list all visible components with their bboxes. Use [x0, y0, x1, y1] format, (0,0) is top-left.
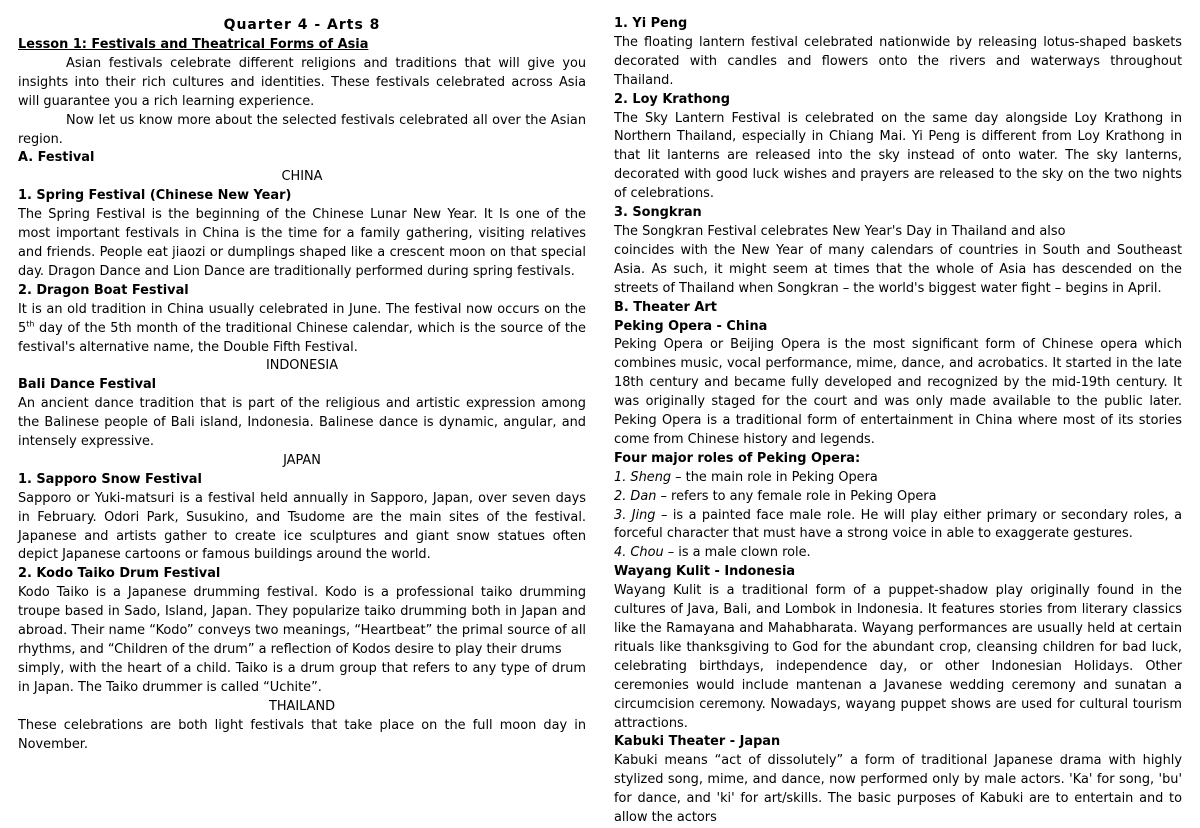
country-heading-thailand: THAILAND — [268, 698, 336, 714]
sapporo-text: Sapporo or Yuki-matsuri is a festival held annually in Sapporo, Japan, over seven days in February. Odori Park, Susukino, and Tsudome are the main sites of the festival. Japanese and artists gather to create ice sculptures and giant snow statues often depict Japanese cartoons or famous buildings around the world. — [18, 490, 586, 563]
left-column — [18, 15, 586, 754]
songkran-heading: 3. Songkran — [614, 205, 702, 221]
dragon-boat-text-b: day of the 5th month of the traditional Chinese calendar, which is the source of the festival's alternative name, the Double Fifth Festival. — [18, 320, 586, 355]
peking-opera-heading: Peking Opera - China — [614, 318, 768, 334]
kabuki-heading: Kabuki Theater - Japan — [614, 734, 781, 750]
peking-role-item — [614, 488, 1182, 507]
kabuki-text: Kabuki means “act of dissolutely” a form of traditional Japanese drama with highly stylized song, mime, and dance, now performed only by male actors. 'Ka' for song, 'bu' for dance, and 'ki' for art/skills. The basic purposes of Kabuki are to entertain and to allow the actors — [614, 753, 1182, 826]
peking-role-desc: – the main role in Peking Opera — [671, 469, 878, 485]
peking-role-name: Dan — [630, 488, 657, 504]
bali-dance-text: An ancient dance tradition that is part of the religious and artistic expression among the Balinese people of Bali island, Indonesia. Balinese dance is dynamic, angular, and intensely expressive. — [18, 396, 586, 450]
thailand-intro-text: These celebrations are both light festivals that take place on the full moon day in November. — [18, 717, 586, 752]
dragon-boat-ordinal: th — [26, 319, 35, 329]
yi-peng-text: The floating lantern festival celebrated nationwide by releasing lotus-shaped baskets decorated with candles and flowers onto the rivers and waterways throughout Thailand. — [614, 34, 1182, 88]
intro-paragraph-1: Asian festivals celebrate different religions and traditions that will give you insights into their rich cultures and identities. These festivals celebrated across Asia will guarantee you a rich learning experience. — [18, 55, 586, 109]
peking-role-item — [614, 507, 1182, 545]
country-heading-china: CHINA — [281, 169, 323, 185]
peking-role-number: 4. — [614, 545, 631, 561]
right-column — [614, 15, 1182, 828]
peking-role-desc: – is a painted face male role. He will play either primary or secondary roles, a forceful character that must have a strong voice in able to exaggerate gestures. — [614, 507, 1182, 542]
songkran-text-2: coincides with the New Year of many calendars of countries in South and Southeast Asia. As such, it might seem at times that the whole of Asia has descended on the streets of Thailand when Songkran – the world's biggest water fight – begins in April. — [614, 242, 1182, 296]
peking-role-number: 2. — [614, 488, 631, 504]
peking-role-name: Jing — [631, 507, 656, 523]
spring-festival-heading: 1. Spring Festival (Chinese New Year) — [18, 188, 292, 204]
kodo-text-2: simply, with the heart of a child. Taiko is a drum group that refers to any type of drum in Japan. The Taiko drummer is called “Uchite”. — [18, 660, 586, 695]
peking-roles-heading: Four major roles of Peking Opera: — [614, 450, 861, 466]
bali-dance-heading: Bali Dance Festival — [18, 377, 157, 393]
spring-festival-text: The Spring Festival is the beginning of the Chinese Lunar New Year. It Is one of the most important festivals in China is the time for a family gathering, visiting relatives and friends. People eat jiaozi or dumplings shaped like a crescent moon on that special day. Dragon Dance and Lion Dance are traditionally performed during spring festivals. — [18, 207, 586, 279]
loy-krathong-text: The Sky Lantern Festival is celebrated on the same day alongside Loy Krathong in Northern Thailand, especially in Chiang Mai. Yi Peng is different from Loy Krathong in that lit lanterns are released into the sky instead of onto water. The sky lanterns, decorated with good luck wishes and prayers are released to the sky on the two nights of celebrations. — [614, 110, 1182, 202]
section-a-heading: A. Festival — [18, 150, 95, 166]
songkran-text-1: The Songkran Festival celebrates New Year's Day in Thailand and also — [614, 223, 1066, 239]
document-title: Quarter 4 - Arts 8 — [223, 17, 381, 33]
yi-peng-heading: 1. Yi Peng — [614, 16, 688, 31]
peking-role-name: Chou — [630, 545, 664, 561]
dragon-boat-text — [18, 301, 586, 358]
country-heading-indonesia: INDONESIA — [265, 358, 339, 374]
dragon-boat-heading: 2. Dragon Boat Festival — [18, 282, 189, 298]
sapporo-heading: 1. Sapporo Snow Festival — [18, 471, 202, 487]
section-b-heading: B. Theater Art — [614, 299, 717, 315]
peking-role-number: 1. — [614, 469, 631, 485]
loy-krathong-heading: 2. Loy Krathong — [614, 91, 730, 107]
peking-role-desc: – refers to any female role in Peking Opera — [656, 488, 937, 504]
country-heading-japan: JAPAN — [283, 452, 321, 468]
peking-role-item — [614, 469, 1182, 488]
peking-opera-text: Peking Opera or Beijing Opera is the most significant form of Chinese opera which combines music, vocal performance, mime, dance, and acrobatics. It started in the late 18th century and became fully developed and recognized by the mid-19th century. It was originally staged for the court and was only made available to the public later. Peking Opera is a traditional form of entertainment in China where most of its stories come from Chinese history and legends. — [614, 337, 1182, 447]
dragon-boat-text-a: It is an old tradition in China usually celebrated in June. The festival now occurs on the 5 — [18, 301, 586, 336]
kodo-text-1: Kodo Taiko is a Japanese drumming festival. Kodo is a professional taiko drumming troupe based in Sado, Island, Japan. They popularize taiko drumming both in Japan and abroad. Their name “Kodo” conveys two meanings, “Heartbeat” the primal source of all rhythms, and “Children of the drum” a reflection of Kodos desire to play their drums — [18, 585, 586, 657]
wayang-kulit-heading: Wayang Kulit - Indonesia — [614, 564, 796, 580]
peking-role-item — [614, 544, 1182, 563]
peking-role-name: Sheng — [630, 469, 672, 485]
lesson-title: Lesson 1: Festivals and Theatrical Forms of Asia — [18, 37, 369, 52]
kodo-heading: 2. Kodo Taiko Drum Festival — [18, 566, 221, 582]
wayang-kulit-text: Wayang Kulit is a traditional form of a puppet-shadow play originally found in the cultures of Java, Bali, and Lombok in Indonesia. It features stories from literary classics like the Ramayana and Mahabharata. Wayang performances are usually held at certain rituals like thanksgiving to God for the abundant crop, cleansing children for bad luck, celebrating birthdays, independence day, or other Indonesian Holidays. Other ceremonies would include mantenan a Javanese wedding ceremony and sunatan a circumcision ceremony. Nowadays, wayang puppet shows are used for cultural tourism attractions. — [614, 583, 1182, 731]
peking-role-desc: – is a male clown role. — [663, 545, 811, 561]
peking-role-number: 3. — [614, 507, 632, 523]
intro-paragraph-2: Now let us know more about the selected festivals celebrated all over the Asian region. — [18, 112, 586, 147]
